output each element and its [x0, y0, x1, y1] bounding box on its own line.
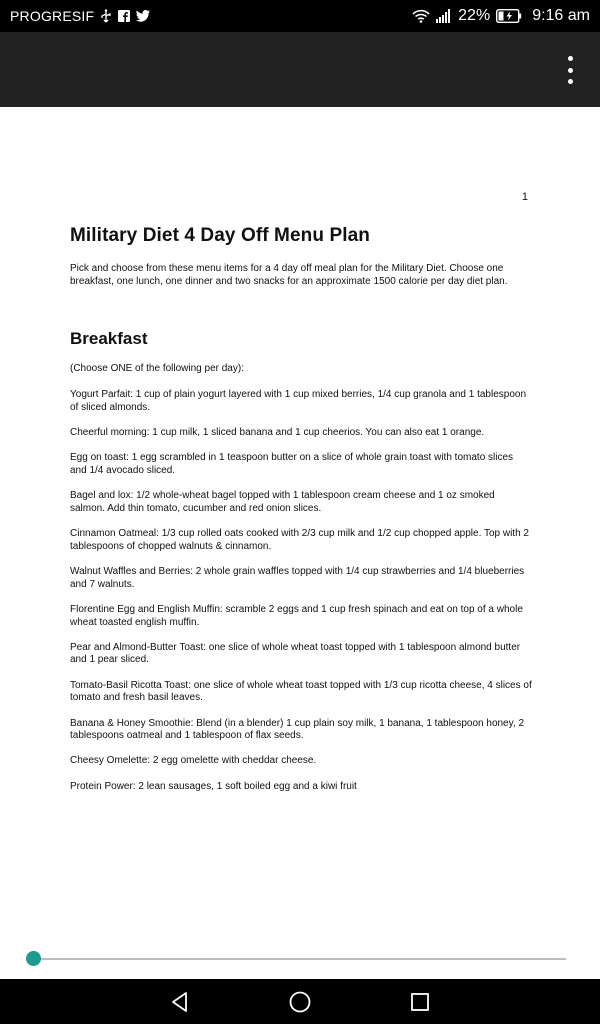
twitter-icon [136, 10, 150, 22]
battery-percent: 22% [458, 7, 491, 24]
breakfast-menu-list [70, 389, 532, 793]
menu-dot [568, 79, 573, 84]
reading-progress-slider[interactable] [0, 950, 600, 970]
intro-paragraph: Pick and choose from these menu items for a 4 day off meal plan for the Military Diet. Choose one breakfast, one lunch, one dinner and two snacks for an approximate 1500 calorie per day diet plan. [70, 263, 508, 287]
list-item: Bagel and lox: 1/2 whole-wheat bagel topped with 1 tablespoon cream cheese and 1 oz smoked salmon. Add thin tomato, cucumber and red onion slices. [70, 490, 495, 514]
list-item: Banana & Honey Smoothie: Blend (in a blender) 1 cup plain soy milk, 1 banana, 1 tablespoon honey, 2 tablespoons oatmeal and 1 tablespoon of flax seeds. [70, 717, 524, 742]
battery-icon [496, 9, 522, 23]
list-item: Egg on toast: 1 egg scrambled in 1 teaspoon butter on a slice of whole grain toast with tomato slices and 1/4 avocado sliced. [70, 452, 514, 476]
list-item: Cheesy Omelette: 2 egg omelette with cheddar cheese. [70, 755, 317, 767]
back-icon[interactable] [160, 982, 200, 1022]
recents-icon[interactable] [400, 982, 440, 1022]
list-item: Walnut Waffles and Berries: 2 whole grain waffles topped with 1/4 cup strawberries and 1/4 blueberries and 7 walnuts. [70, 565, 525, 590]
list-item: Pear and Almond-Butter Toast: one slice of whole wheat toast topped with 1 tablespoon almond butter and 1 pear sliced. [70, 641, 521, 666]
clock: 9:16 am [532, 7, 590, 24]
list-item: Protein Power: 2 lean sausages, 1 soft boiled egg and a kiwi fruit [70, 780, 357, 792]
list-item: Cheerful morning: 1 cup milk, 1 sliced banana and 1 cup cheerios. You can also eat 1 orange. [70, 427, 485, 439]
status-left [10, 8, 150, 24]
list-item: Tomato-Basil Ricotta Toast: one slice of whole wheat toast topped with 1/3 cup ricotta cheese, 4 slices of tomato and fresh basil leaves. [70, 679, 532, 704]
menu-dot [568, 68, 573, 73]
section-heading-breakfast: Breakfast [70, 329, 148, 349]
app-bar [0, 32, 600, 107]
carrier-name: PROGRESIF [10, 8, 95, 24]
list-item: Cinnamon Oatmeal: 1/3 cup rolled oats cooked with 2/3 cup milk and 1/2 cup chopped apple. Top with 2 tablespoons of chopped walnuts & cinnamon. [70, 528, 529, 552]
usb-icon [100, 9, 112, 23]
document-page[interactable] [0, 107, 600, 979]
navigation-bar [0, 979, 600, 1024]
section-note: (Choose ONE of the following per day): [70, 363, 244, 375]
document-content [70, 225, 532, 806]
progress-thumb[interactable] [26, 951, 41, 966]
home-icon[interactable] [280, 982, 320, 1022]
list-item: Yogurt Parfait: 1 cup of plain yogurt layered with 1 cup mixed berries, 1/4 cup granola and 1 tablespoon of sliced almonds. [70, 389, 527, 413]
status-right [412, 7, 590, 25]
status-bar [0, 0, 600, 32]
page-title: Military Diet 4 Day Off Menu Plan [70, 225, 370, 246]
page-number: 1 [521, 191, 528, 203]
wifi-icon [412, 9, 430, 23]
menu-dot [568, 56, 573, 61]
list-item: Florentine Egg and English Muffin: scramble 2 eggs and 1 cup fresh spinach and eat on top of a whole wheat toasted english muffin. [70, 603, 523, 628]
signal-icon [436, 9, 452, 23]
overflow-menu-icon[interactable] [558, 56, 582, 84]
progress-track[interactable] [34, 958, 566, 960]
facebook-icon [118, 10, 130, 22]
